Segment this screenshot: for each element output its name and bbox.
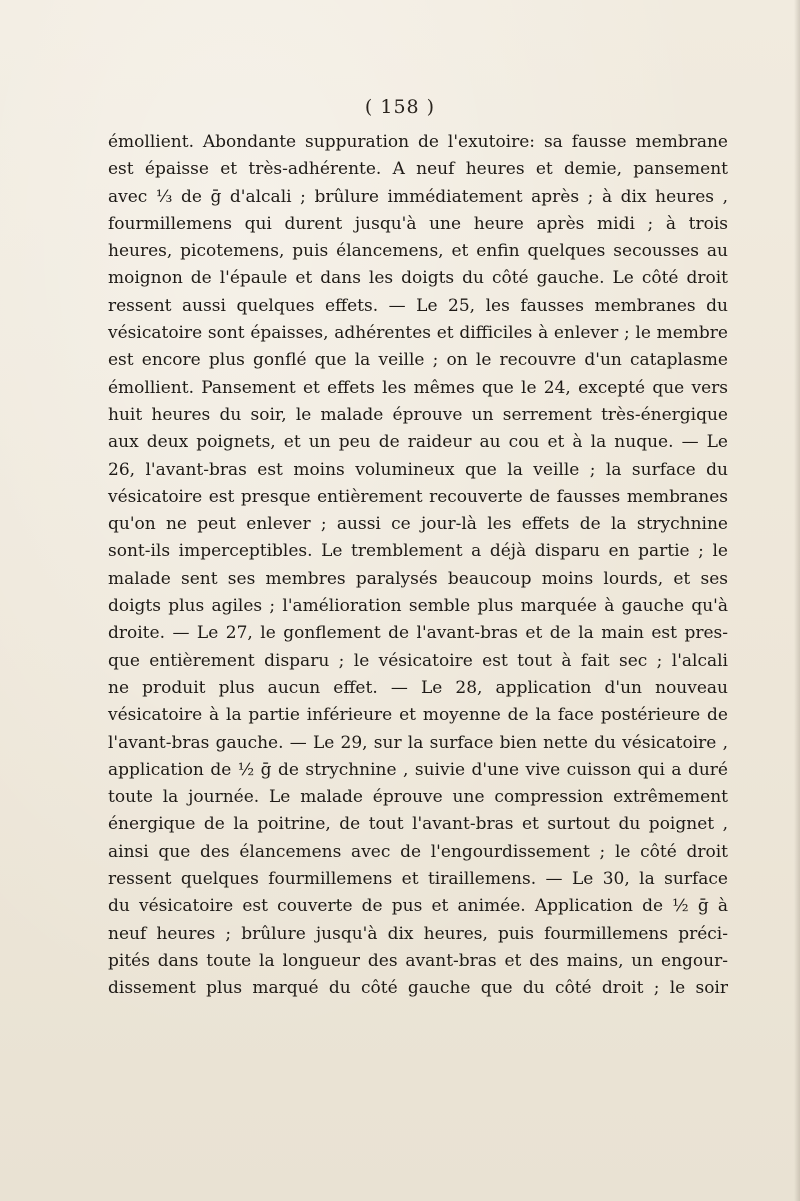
page-edge-shadow	[794, 0, 800, 1201]
text-line: émollient. Pansement et effets les mêmes que le 24, excepté que vers	[108, 377, 728, 398]
text-line: vésicatoire est presque entièrement recouverte de fausses membranes	[108, 486, 728, 507]
text-line: vésicatoire sont épaisses, adhérentes et difficiles à enlever ; le membre	[108, 323, 728, 344]
text-line: doigts plus agiles ; l'amélioration semble plus marquée à gauche qu'à	[108, 596, 728, 617]
text-line: avec ⅓ de ḡ d'alcali ; brûlure immédiatement après ; à dix heures ,	[108, 186, 728, 207]
text-line: heures, picotemens, puis élancemens, et enfin quelques secousses au	[108, 241, 728, 262]
text-line: sont-ils imperceptibles. Le tremblement a déjà disparu en partie ; le	[108, 541, 728, 562]
text-line: vésicatoire à la partie inférieure et moyenne de la face postérieure de	[108, 705, 728, 726]
text-line: moignon de l'épaule et dans les doigts du côté gauche. Le côté droit	[108, 268, 728, 289]
text-line: ressent aussi quelques effets. — Le 25, les fausses membranes du	[108, 295, 728, 316]
text-line: ressent quelques fourmillemens et tiraillemens. — Le 30, la surface	[108, 869, 728, 890]
text-line: aux deux poignets, et un peu de raideur au cou et à la nuque. — Le	[108, 432, 728, 453]
text-line: du vésicatoire est couverte de pus et animée. Application de ½ ḡ à	[108, 896, 728, 917]
text-line: huit heures du soir, le malade éprouve un serrement très-énergique	[108, 404, 728, 425]
body-text	[108, 129, 728, 1003]
text-line: est encore plus gonflé que la veille ; on le recouvre d'un cataplasme	[108, 350, 728, 371]
text-line: fourmillemens qui durent jusqu'à une heure après midi ; à trois	[108, 213, 728, 234]
page-number: ( 158 )	[364, 96, 436, 118]
text-line: neuf heures ; brûlure jusqu'à dix heures, puis fourmillemens préci-	[108, 923, 728, 944]
text-line: énergique de la poitrine, de tout l'avant-bras et surtout du poignet ,	[108, 814, 728, 835]
text-line: que entièrement disparu ; le vésicatoire est tout à fait sec ; l'alcali	[108, 650, 728, 671]
text-line: application de ½ ḡ de strychnine , suivie d'une vive cuisson qui a duré	[108, 759, 728, 780]
text-line: ainsi que des élancemens avec de l'engourdissement ; le côté droit	[108, 841, 728, 862]
text-line: droite. — Le 27, le gonflement de l'avant-bras et de la main est pres-	[108, 623, 728, 644]
text-line: l'avant-bras gauche. — Le 29, sur la surface bien nette du vésicatoire ,	[108, 732, 728, 753]
text-line: pités dans toute la longueur des avant-bras et des mains, un engour-	[108, 950, 728, 971]
text-line: est épaisse et très-adhérente. A neuf heures et demie, pansement	[108, 159, 728, 180]
text-line: qu'on ne peut enlever ; aussi ce jour-là les effets de la strychnine	[108, 514, 728, 535]
text-line: 26, l'avant-bras est moins volumineux que la veille ; la surface du	[108, 459, 728, 480]
text-line: malade sent ses membres paralysés beaucoup moins lourds, et ses	[108, 568, 728, 589]
text-line: dissement plus marqué du côté gauche que du côté droit ; le soir	[108, 978, 728, 999]
text-line: toute la journée. Le malade éprouve une compression extrêmement	[108, 787, 728, 808]
text-line: émollient. Abondante suppuration de l'exutoire: sa fausse membrane	[108, 132, 728, 152]
text-line: ne produit plus aucun effet. — Le 28, application d'un nouveau	[108, 677, 728, 698]
